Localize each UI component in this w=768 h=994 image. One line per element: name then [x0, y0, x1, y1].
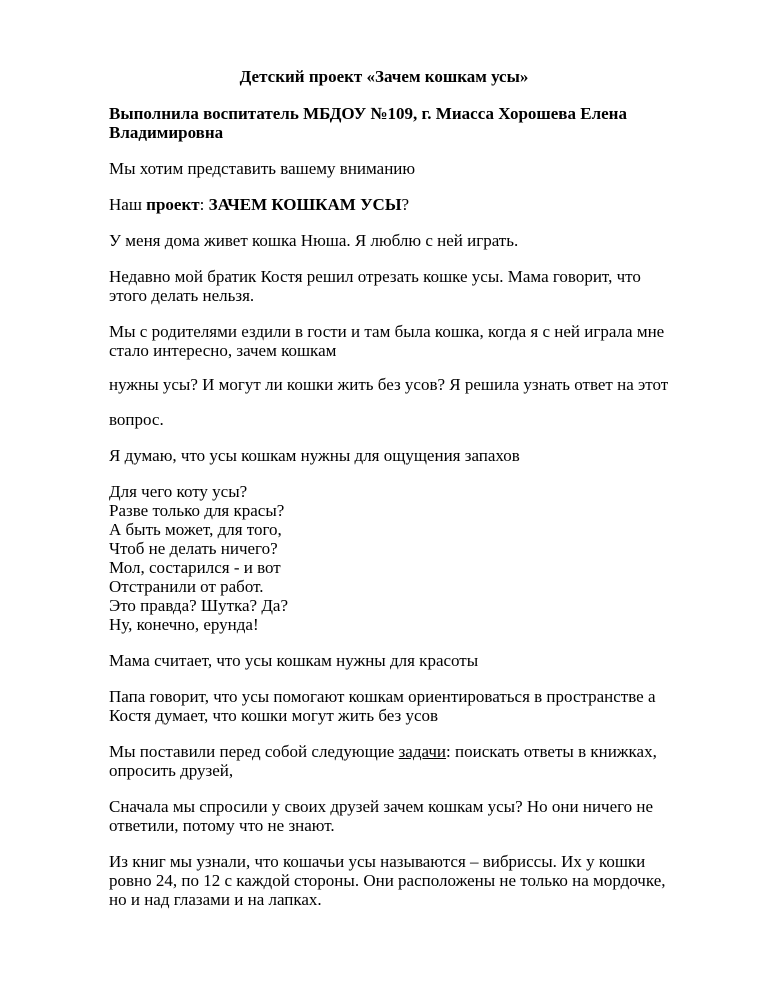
paragraph-10-line-2: ответили, потому что не знают. [109, 816, 335, 835]
poem-line: Это правда? Шутка? Да? [109, 596, 289, 615]
poem-line: Отстранили от работ. [109, 577, 264, 596]
project-end: ? [401, 195, 410, 214]
paragraph-11-line-3: но и над глазами и на лапках. [109, 890, 322, 909]
project-prefix: Наш [109, 195, 147, 214]
poem-line: Для чего коту усы? [109, 482, 248, 501]
poem-line: Мол, состарился - и вот [109, 558, 281, 577]
paragraph-9-line-1 [109, 742, 657, 761]
paragraph-5: вопрос. [109, 410, 164, 429]
project-colon: : [199, 195, 209, 214]
paragraph-1: У меня дома живет кошка Нюша. Я люблю с ней играть. [109, 231, 519, 250]
poem-line: А быть может, для того, [109, 520, 282, 539]
paragraph-10-line-1: Сначала мы спросили у своих друзей зачем кошкам усы? Но они ничего не [109, 797, 654, 816]
paragraph-2-line-2: этого делать нельзя. [109, 286, 255, 305]
paragraph-8-line-1: Папа говорит, что усы помогают кошкам ориентироваться в пространстве а [109, 687, 656, 706]
paragraph-11-line-1: Из книг мы узнали, что кошачьи усы называются – вибриссы. Их у кошки [109, 852, 646, 871]
intro-paragraph: Мы хотим представить вашему вниманию [109, 159, 416, 178]
paragraph-2-line-1: Недавно мой братик Костя решил отрезать кошке усы. Мама говорит, что [109, 267, 641, 286]
project-word: проект [146, 195, 200, 214]
poem-line: Разве только для красы? [109, 501, 285, 520]
paragraph-4: нужны усы? И могут ли кошки жить без усов? Я решила узнать ответ на этот [109, 375, 669, 394]
paragraph-3-line-1: Мы с родителями ездили в гости и там была кошка, когда я с ней играла мне [109, 322, 665, 341]
paragraph-9-text-a: Мы поставили перед собой следующие [109, 742, 399, 761]
poem-line: Ну, конечно, ерунда! [109, 615, 259, 634]
poem-line: Чтоб не делать ничего? [109, 539, 278, 558]
author-line-2: Владимировна [109, 123, 224, 142]
paragraph-7: Мама считает, что усы кошкам нужны для красоты [109, 651, 479, 670]
project-name: ЗАЧЕМ КОШКАМ УСЫ [208, 195, 402, 214]
tasks-link[interactable]: задачи [398, 742, 447, 761]
paragraph-8-line-2: Костя думает, что кошки могут жить без усов [109, 706, 439, 725]
paragraph-6: Я думаю, что усы кошкам нужны для ощущения запахов [109, 446, 520, 465]
document-title: Детский проект «Зачем кошкам усы» [239, 67, 529, 86]
paragraph-11-line-2: ровно 24, по 12 с каждой стороны. Они расположены не только на мордочке, [109, 871, 666, 890]
project-line [109, 195, 409, 214]
paragraph-9-text-b: : поискать ответы в книжках, [446, 742, 657, 761]
paragraph-3-line-2: стало интересно, зачем кошкам [109, 341, 337, 360]
author-line-1: Выполнила воспитатель МБДОУ №109, г. Миасса Хорошева Елена [109, 104, 627, 123]
paragraph-9-line-2: опросить друзей, [109, 761, 234, 780]
